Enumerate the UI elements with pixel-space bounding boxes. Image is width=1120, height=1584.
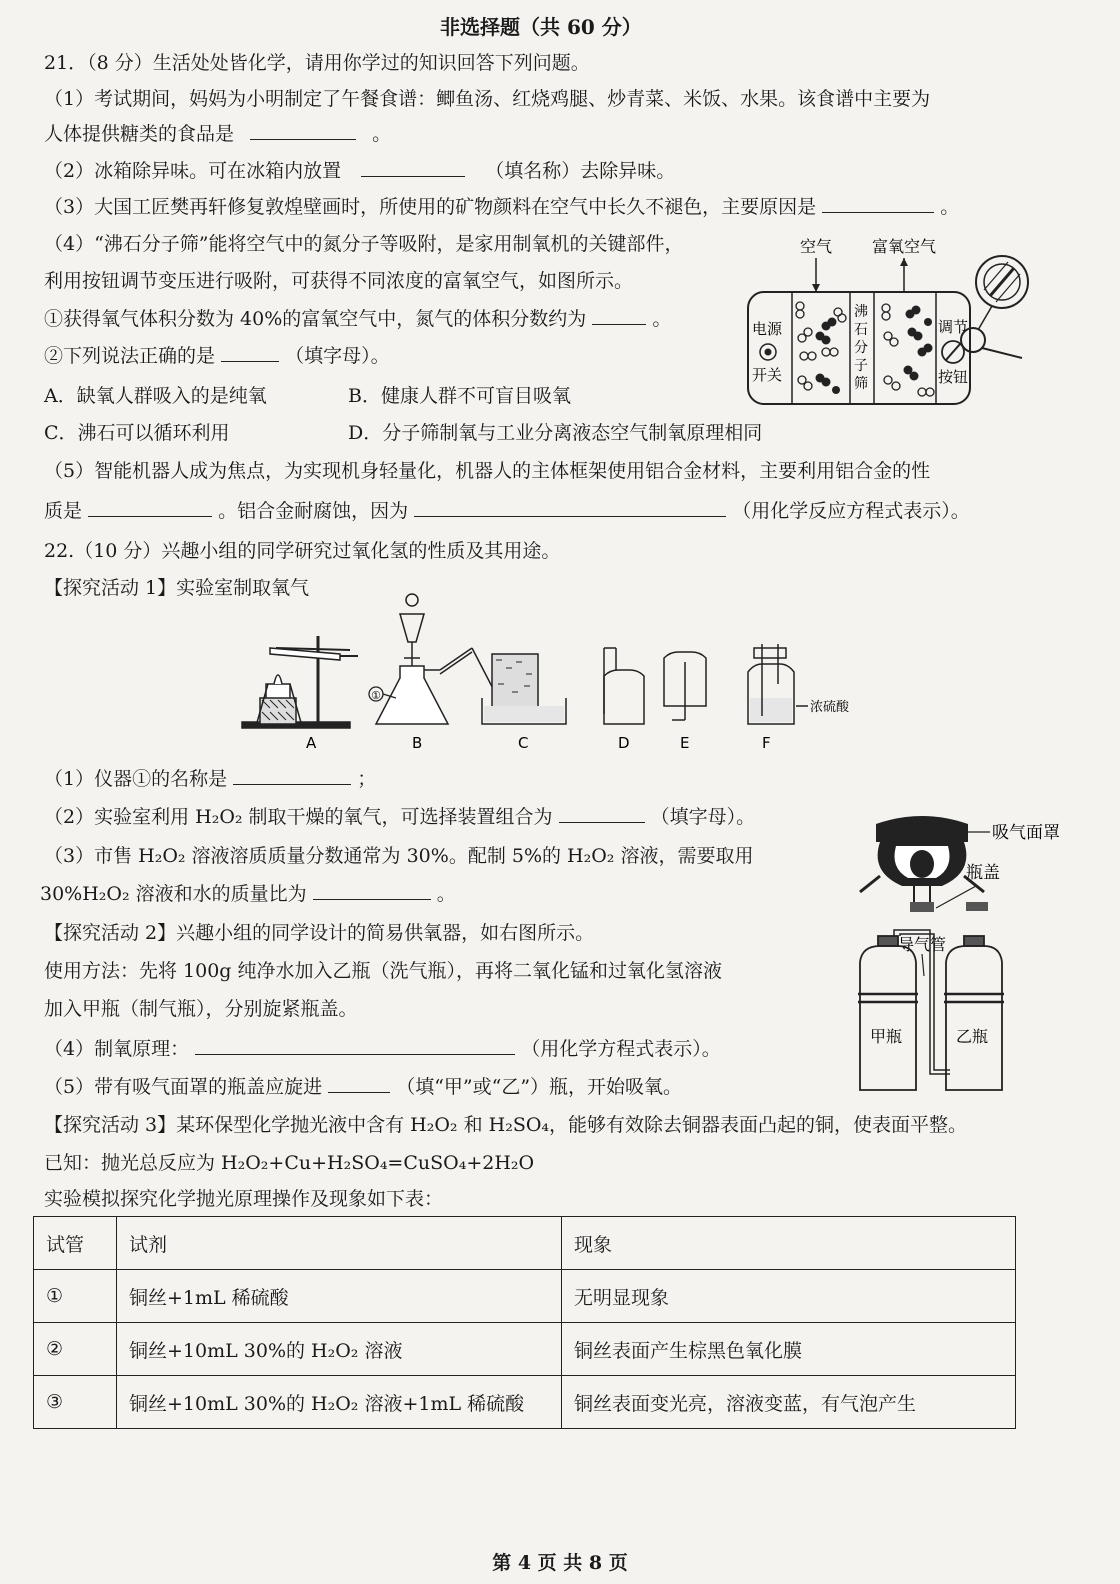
apparatus-figure <box>240 588 880 756</box>
q21-part4-sub2 <box>44 343 390 369</box>
q22-part1-text: （1）仪器①的名称是 <box>44 768 228 790</box>
q22-part1 <box>44 766 376 792</box>
q21-part2-text: （2）冰箱除异味。可在冰箱内放置 <box>44 160 342 182</box>
answer-blank[interactable] <box>313 881 431 900</box>
answer-blank[interactable] <box>88 498 212 517</box>
q22-part2-text: （2）实验室利用 H₂O₂ 制取干燥的氧气，可选择装置组合为 <box>44 806 553 828</box>
table-intro: 实验模拟探究化学抛光原理操作及现象如下表： <box>44 1188 444 1210</box>
q22-part5-text: （5）带有吸气面罩的瓶盖应旋进 <box>44 1076 323 1098</box>
page-number: 第 4 页 共 8 页 <box>492 1552 628 1574</box>
label-f: F <box>762 734 771 752</box>
apparatus-e <box>664 652 706 720</box>
table-row <box>34 1376 1016 1429</box>
q22-part3-text: 30%H₂O₂ 溶液和水的质量比为 <box>40 883 307 905</box>
cell-reagent: 铜丝+10mL 30%的 H₂O₂ 溶液 <box>117 1323 562 1376</box>
q21-part5-line2 <box>44 498 970 524</box>
option-c: C．沸石可以循环利用 <box>44 422 230 444</box>
q22-part2-tail: （填字母）。 <box>650 806 756 828</box>
q21-stem: 21．（8 分）生活处处皆化学，请用你学过的知识回答下列问题。 <box>44 52 590 74</box>
answer-blank[interactable] <box>414 498 726 517</box>
label-c: C <box>518 734 529 752</box>
cell-tube: ① <box>34 1270 117 1323</box>
spare-cap-icon <box>966 902 988 911</box>
q21-part2-tail: （填名称）去除异味。 <box>485 160 676 182</box>
experiment-table <box>33 1216 1016 1429</box>
cell-reagent: 铜丝+1mL 稀硫酸 <box>117 1270 562 1323</box>
q22-part3-line2 <box>40 881 456 907</box>
bottle-jia-icon <box>858 936 918 1090</box>
q22-part4-tail: （用化学方程式表示）。 <box>521 1038 721 1060</box>
q21-part1-line2 <box>44 121 391 147</box>
table-row <box>34 1323 1016 1376</box>
q22-part5 <box>44 1074 682 1100</box>
punct: ； <box>357 768 377 790</box>
punct: 。 <box>652 308 672 330</box>
activity-3-title: 【探究活动 3】某环保型化学抛光液中含有 H₂O₂ 和 H₂SO₄，能够有效除去铜器表面凸起的铜，使表面平整。 <box>44 1114 968 1136</box>
header-reagent: 试剂 <box>117 1217 562 1270</box>
usage-line1: 使用方法：先将 100g 纯净水加入乙瓶（洗气瓶），再将二氧化锰和过氧化氢溶液 <box>44 960 723 982</box>
cell-phenomenon: 无明显现象 <box>562 1270 1016 1323</box>
power-label: 电源 <box>752 320 783 338</box>
answer-blank[interactable] <box>592 306 646 325</box>
option-d: D．分子筛制氧与工业分离液态空气制氧原理相同 <box>348 422 763 444</box>
table-row <box>34 1270 1016 1323</box>
cell-phenomenon: 铜丝表面产生棕黑色氧化膜 <box>562 1323 1016 1376</box>
q21-part5-tail: （用化学反应方程式表示）。 <box>732 500 970 522</box>
header-phenomenon: 现象 <box>562 1217 1016 1270</box>
q22-part3-line1: （3）市售 H₂O₂ 溶液溶质质量分数通常为 30%。配制 5%的 H₂O₂ 溶液，需要取用 <box>44 845 754 867</box>
q21-part2 <box>44 158 675 184</box>
q21-part3-text: （3）大国工匠樊再轩修复敦煌壁画时，所使用的矿物颜料在空气中长久不褪色，主要原因是 <box>44 196 817 218</box>
answer-blank[interactable] <box>361 158 465 177</box>
rich-air-label: 富氧空气 <box>872 237 937 256</box>
cell-phenomenon: 铜丝表面变光亮，溶液变蓝，有气泡产生 <box>562 1376 1016 1429</box>
apparatus-a <box>242 636 358 728</box>
punct: 。 <box>436 883 456 905</box>
oxygen-supplier-figure <box>850 812 1060 1094</box>
sieve-char-5: 筛 <box>854 376 868 392</box>
usage-line2: 加入甲瓶（制气瓶），分别旋紧瓶盖。 <box>44 998 358 1020</box>
bottle-yi-label: 乙瓶 <box>956 1027 989 1046</box>
known-reaction: 已知：抛光总反应为 H₂O₂+Cu+H₂SO₄=CuSO₄+2H₂O <box>44 1152 535 1174</box>
answer-blank[interactable] <box>195 1036 515 1055</box>
q22-part2 <box>44 804 755 830</box>
q21-part4-sub2-tail: （填字母）。 <box>285 345 390 367</box>
answer-blank[interactable] <box>559 804 645 823</box>
tube-label: 导气管 <box>898 935 947 954</box>
bottle-yi-icon <box>944 936 1004 1090</box>
oxygen-molecules-right <box>904 306 933 381</box>
apparatus-d <box>604 648 644 724</box>
activity-2-title: 【探究活动 2】兴趣小组的同学设计的简易供氧器，如右图所示。 <box>44 922 595 944</box>
q21-part3 <box>44 194 959 220</box>
oxygen-concentrator-figure <box>740 230 1040 415</box>
q21-part4-sub2-text: ②下列说法正确的是 <box>44 345 216 367</box>
header-tube: 试管 <box>34 1217 117 1270</box>
bottle-jia-label: 甲瓶 <box>870 1027 903 1046</box>
cap-label: 瓶盖 <box>966 863 1000 883</box>
sieve-char-1: 沸 <box>854 304 868 320</box>
q21-part5-text: 质是 <box>44 500 83 522</box>
q22-part4 <box>44 1036 721 1062</box>
mask-label: 吸气面罩 <box>992 823 1060 843</box>
q21-part4-line2: 利用按钮调节变压进行吸附，可获得不同浓度的富氧空气，如图所示。 <box>44 270 634 292</box>
answer-blank[interactable] <box>328 1074 390 1093</box>
label-d: D <box>618 734 630 752</box>
punct: 。 <box>940 196 960 218</box>
q21-part5-line1: （5）智能机器人成为焦点，为实现机身轻量化，机器人的主体框架使用铝合金材料，主要利用铝合金的性 <box>44 460 931 482</box>
answer-blank[interactable] <box>233 766 351 785</box>
apparatus-f <box>748 644 808 724</box>
activity-1-title: 【探究活动 1】实验室制取氧气 <box>44 577 310 599</box>
q22-stem: 22.（10 分）兴趣小组的同学研究过氧化氢的性质及其用途。 <box>44 540 561 562</box>
air-label: 空气 <box>800 237 833 256</box>
acid-label: 浓硫酸 <box>810 700 850 715</box>
sieve-char-4: 子 <box>854 358 868 374</box>
q22-part4-text: （4）制氧原理： <box>44 1038 190 1060</box>
button-label: 按钮 <box>938 368 969 386</box>
sieve-char-3: 分 <box>854 340 868 356</box>
label-e: E <box>680 734 690 752</box>
option-a: A．缺氧人群吸入的是纯氧 <box>44 385 267 407</box>
table-header-row <box>34 1217 1016 1270</box>
sieve-char-2: 石 <box>854 322 868 338</box>
apparatus-b <box>376 594 472 724</box>
q21-part5-mid: 。铝合金耐腐蚀，因为 <box>218 500 409 522</box>
cell-reagent: 铜丝+10mL 30%的 H₂O₂ 溶液+1mL 稀硫酸 <box>117 1376 562 1429</box>
label-a: A <box>306 734 317 752</box>
adjust-label: 调节 <box>938 318 969 336</box>
q22-part5-tail: （填“甲”或“乙”）瓶，开始吸氧。 <box>396 1076 683 1098</box>
answer-blank[interactable] <box>221 343 279 362</box>
answer-blank[interactable] <box>250 121 356 140</box>
section-title: 非选择题（共 60 分） <box>440 15 642 39</box>
apparatus-c <box>472 648 566 724</box>
option-b: B．健康人群不可盲目吸氧 <box>348 385 571 407</box>
punct: 。 <box>372 123 392 145</box>
q21-part4-sub1 <box>44 306 671 332</box>
q21-part4-line1: （4）“沸石分子筛”能将空气中的氮分子等吸附，是家用制氧机的关键部件， <box>44 233 684 255</box>
q21-part1-text: 人体提供糖类的食品是 <box>44 123 235 145</box>
answer-blank[interactable] <box>822 194 934 213</box>
q21-part4-sub1-text: ①获得氧气体积分数为 40%的富氧空气中，氮气的体积分数约为 <box>44 308 587 330</box>
cell-tube: ③ <box>34 1376 117 1429</box>
label-b: B <box>412 734 423 752</box>
switch-label: 开关 <box>752 366 783 384</box>
cell-tube: ② <box>34 1323 117 1376</box>
circle-1-label: ① <box>371 689 381 702</box>
q21-part1-line1: （1）考试期间，妈妈为小明制定了午餐食谱：鲫鱼汤、红烧鸡腿、炒青菜、米饭、水果。该食谱中主要为 <box>44 88 931 110</box>
